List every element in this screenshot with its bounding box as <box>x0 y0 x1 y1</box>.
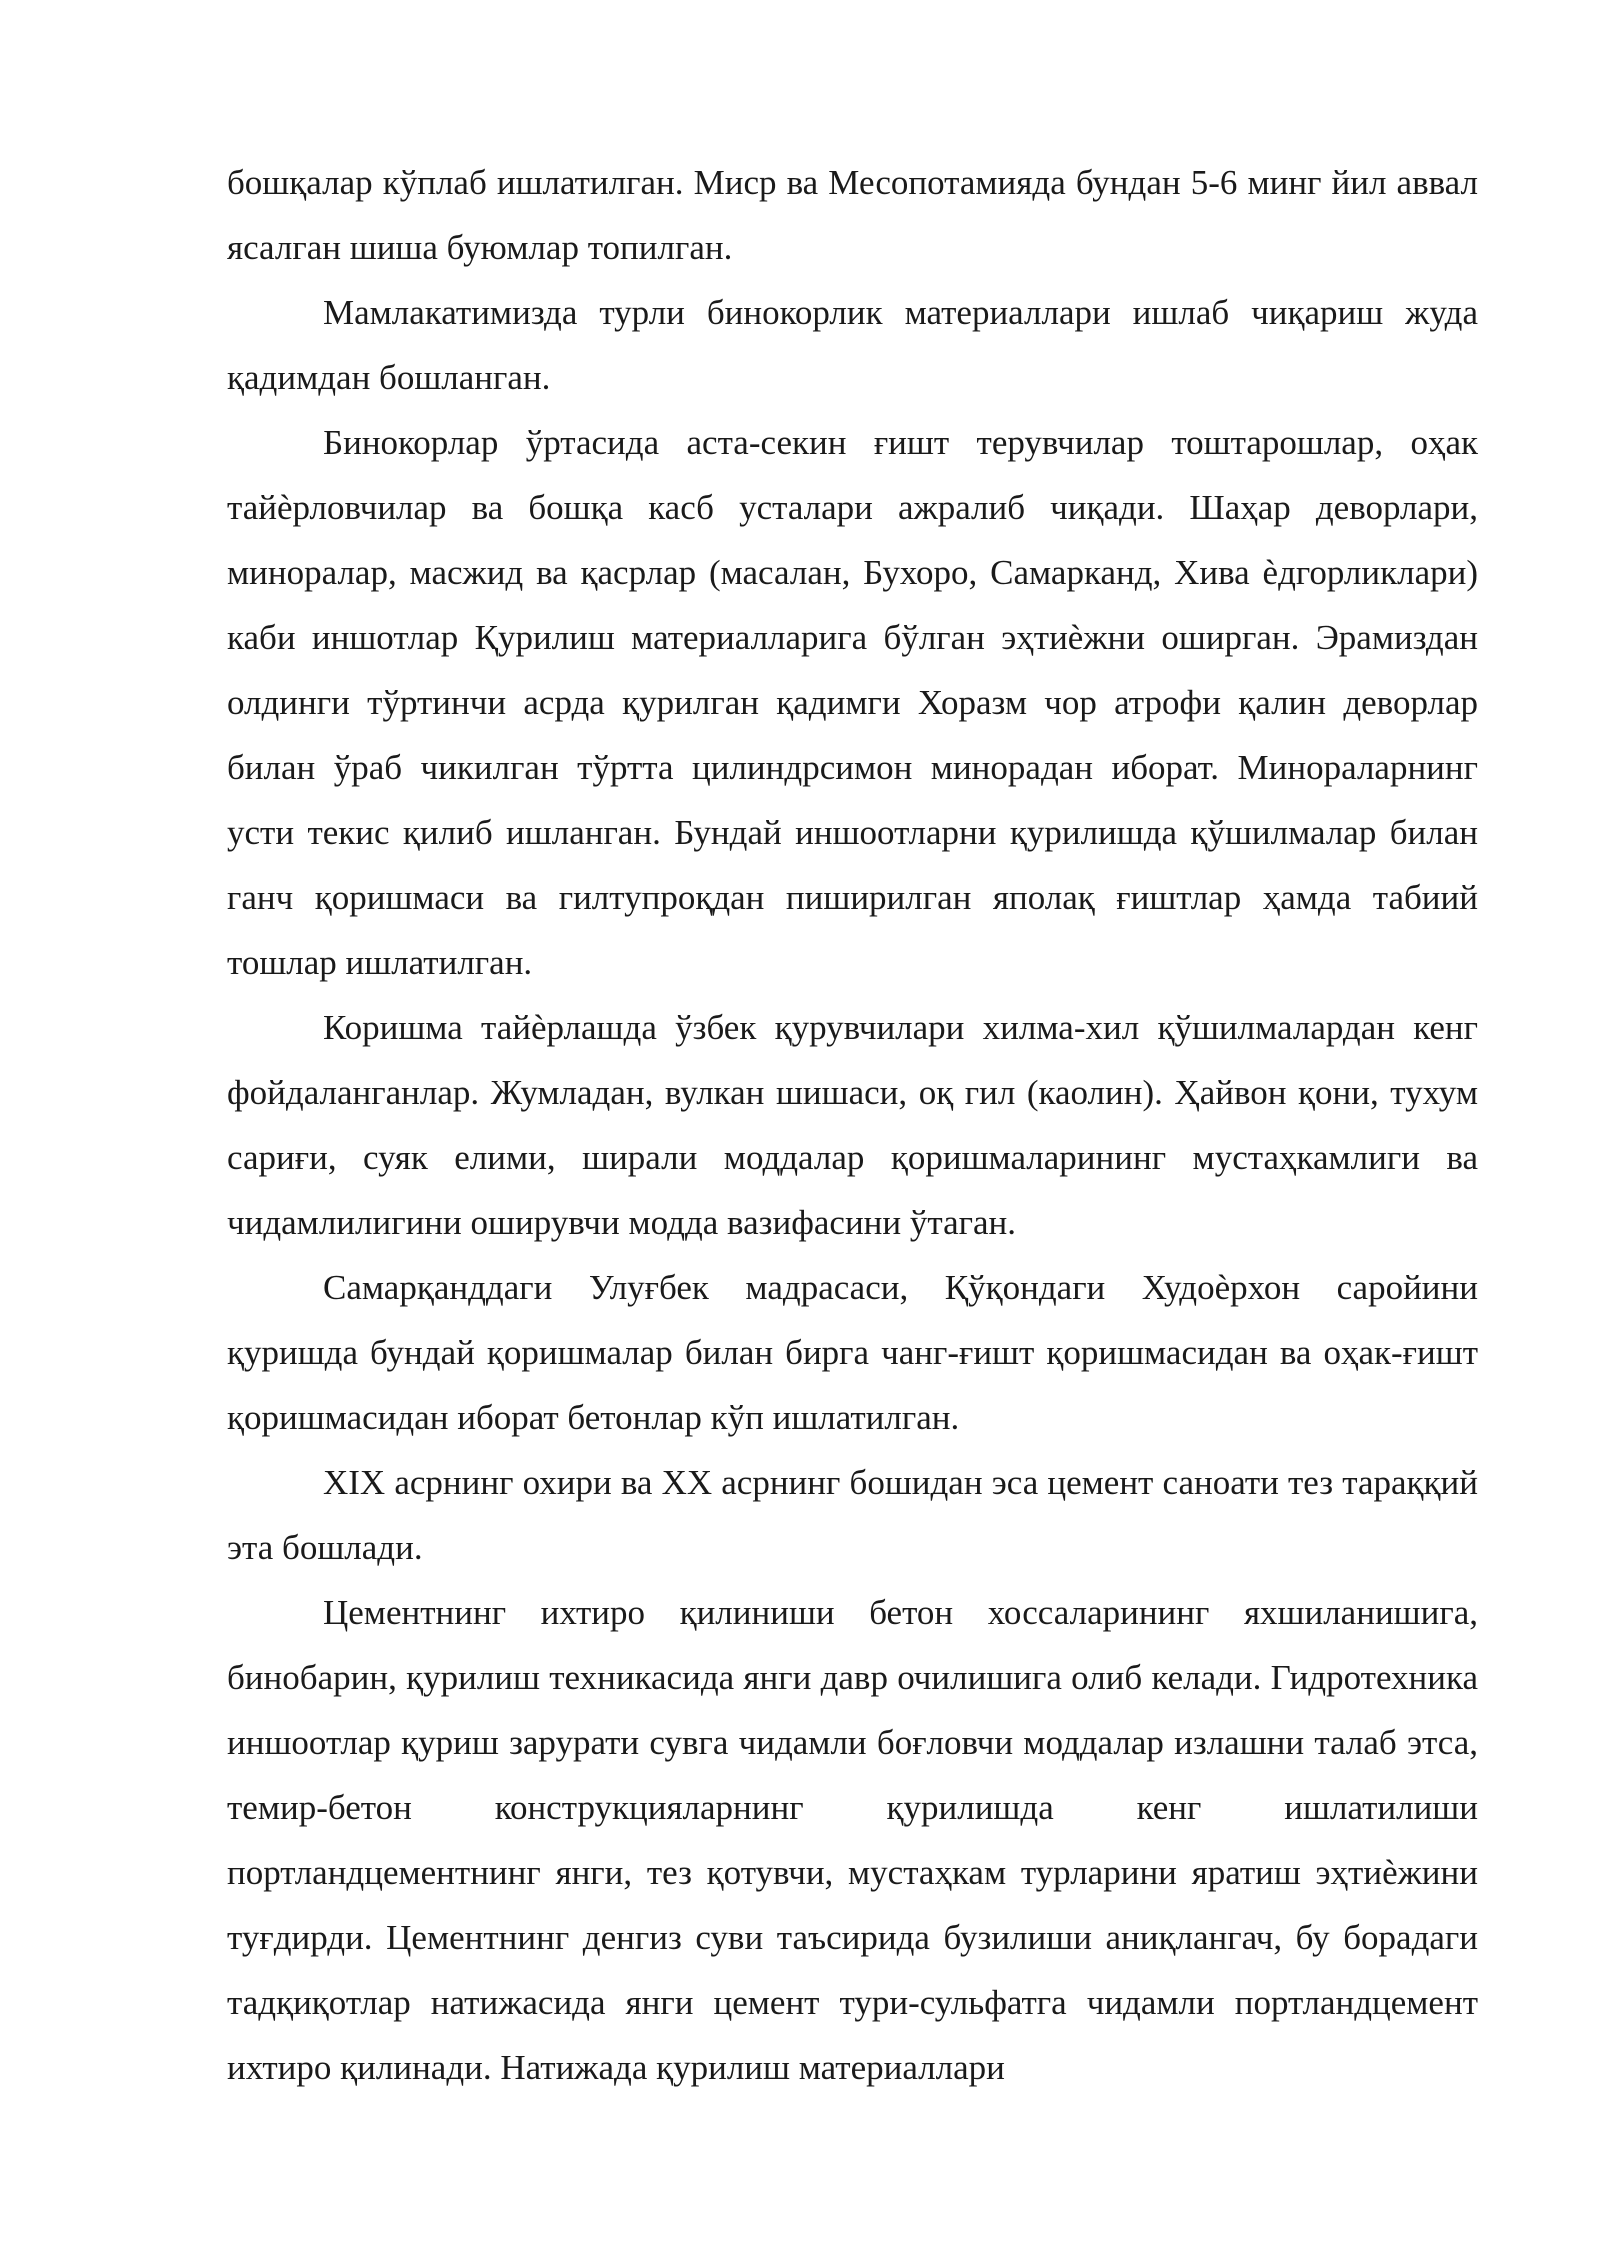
paragraph-2: Мамлакатимизда турли бинокорлик материаллари ишлаб чиқариш жуда қадимдан бошланган. <box>227 293 1478 397</box>
paragraph-1: бошқалар кўплаб ишлатилган. Миср ва Месопотамияда бундан 5-6 минг йил аввал ясалган шиша буюмлар топилган. <box>227 163 1478 267</box>
paragraph-5: Самарқанддаги Улуғбек мадрасаси, Қўқондаги Худоѐрхон саройини қуришда бундай қоришмалар билан бирга чанг-ғишт қоришмасидан ва оҳак-ғишт қоришмасидан иборат бетонлар кўп ишлатилган. <box>227 1268 1478 1437</box>
document-page <box>227 150 1478 2100</box>
paragraph-6: XIX асрнинг охири ва XX асрнинг бошидан эса цемент саноати тез тараққий эта бошлади. <box>227 1463 1478 1567</box>
paragraph-7: Цементнинг ихтиро қилиниши бетон хоссаларининг яхшиланишига, бинобарин, қурилиш техникасида янги давр очилишига олиб келади. Гидротехника иншоотлар қуриш зарурати сувга чидамли боғловчи моддалар излашни талаб этса, темир-бетон конструкцияларнинг қурилишда кенг ишлатилиши портландцементнинг янги, тез қотувчи, мустаҳкам турларини яратиш эҳтиѐжини туғдирди. Цементнинг денгиз суви таъсирида бузилиши аниқлангач, бу борадаги тадқиқотлар натижасида янги цемент тури-сульфатга чидамли портландцемент ихтиро қилинади. Натижада қурилиш материаллари <box>227 1593 1478 2087</box>
paragraph-4: Коришма тайѐрлашда ўзбек қурувчилари хилма-хил қўшилмалардан кенг фойдаланганлар. Жумладан, вулкан шишаси, оқ гил (каолин). Ҳайвон қони, тухум сариғи, суяк елими, ширали моддалар қоришмаларининг мустаҳкамлиги ва чидамлилигини оширувчи модда вазифасини ўтаган. <box>227 1008 1478 1242</box>
paragraph-3: Бинокорлар ўртасида аста-секин ғишт терувчилар тоштарошлар, оҳак тайѐрловчилар ва бошқа касб усталари ажралиб чиқади. Шаҳар деворлари, миноралар, масжид ва қасрлар (масалан, Бухоро, Самарканд, Хива ѐдгорликлари) каби иншотлар Қурилиш материалларига бўлган эҳтиѐжни оширган. Эрамиздан олдинги тўртинчи асрда қурилган қадимги Хоразм чор атрофи қалин деворлар билан ўраб чикилган тўртта цилиндрсимон минорадан иборат. Минораларнинг усти текис қилиб ишланган. Бундай иншоотларни қурилишда қўшилмалар билан ганч қоришмаси ва гилтупроқдан пиширилган яполақ ғиштлар ҳамда табиий тошлар ишлатилган. <box>227 423 1478 982</box>
